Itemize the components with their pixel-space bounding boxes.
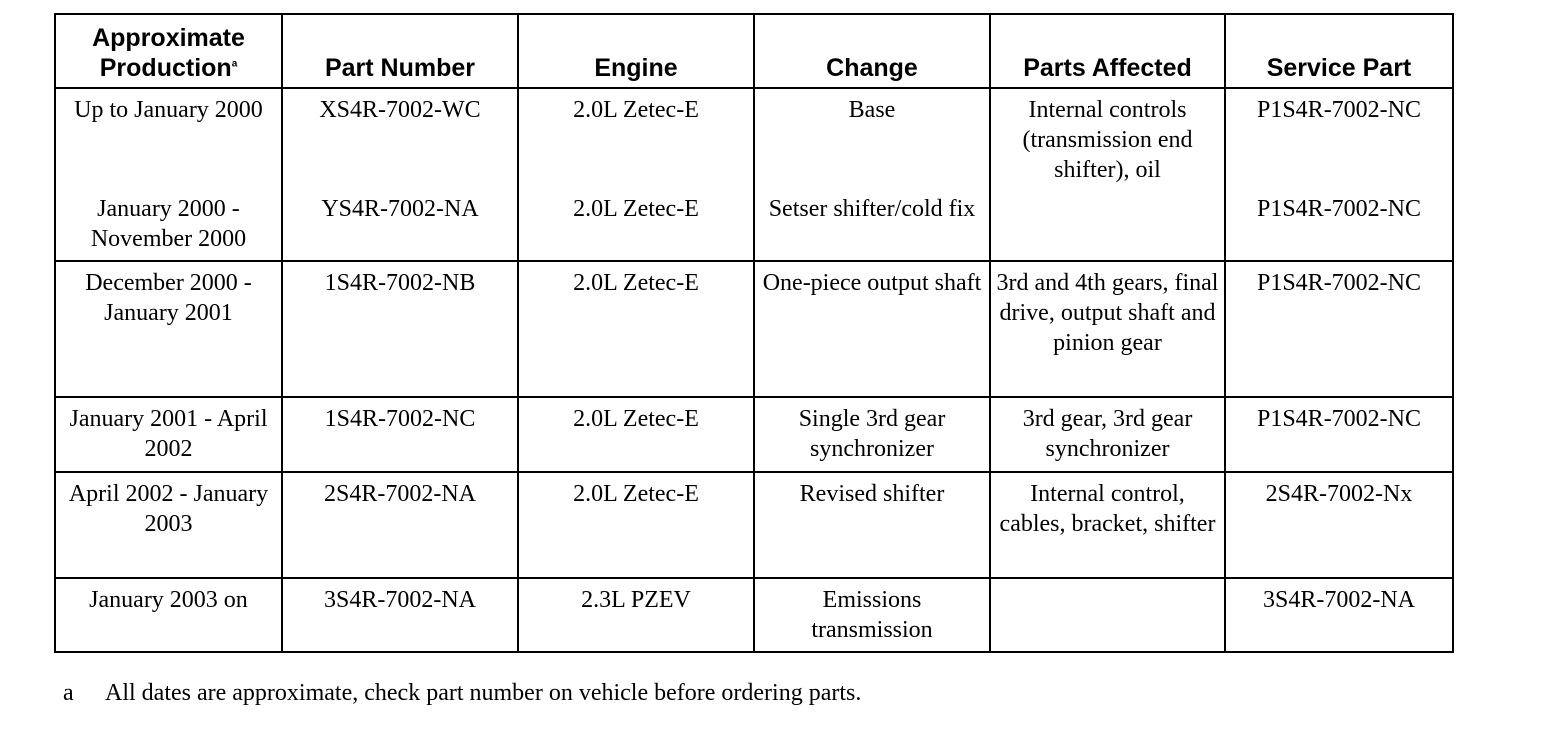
header-production-line2: Production [99, 54, 232, 82]
cell-part-number: 1S4R-7002-NB [282, 261, 518, 397]
cell-parts-affected: Internal control, cables, bracket, shifter [990, 472, 1225, 578]
header-service-part: Service Part [1225, 14, 1453, 88]
cell-parts-affected: Internal controls (transmission end shifter), oil [990, 88, 1225, 194]
cell-parts-affected: 3rd gear, 3rd gear synchronizer [990, 397, 1225, 472]
cell-change: One-piece output shaft [754, 261, 990, 397]
cell-production: January 2001 - April 2002 [55, 397, 282, 472]
header-parts-affected: Parts Affected [990, 14, 1225, 88]
table-row [55, 578, 1453, 652]
cell-service-part: P1S4R-7002-NC [1225, 88, 1453, 194]
footnote-mark: a [63, 680, 74, 706]
cell-part-number: 2S4R-7002-NA [282, 472, 518, 578]
header-production-line1: Approximate [92, 24, 245, 52]
cell-service-part: 2S4R-7002-Nx [1225, 472, 1453, 578]
footnote-reference: a [231, 58, 238, 70]
cell-service-part: P1S4R-7002-NC [1225, 397, 1453, 472]
header-production [55, 14, 282, 88]
cell-change: Emissions transmission [754, 578, 990, 652]
table-row [55, 88, 1453, 194]
cell-part-number: YS4R-7002-NA [282, 194, 518, 261]
table-row [55, 194, 1453, 261]
cell-parts-affected [990, 578, 1225, 652]
cell-service-part: P1S4R-7002-NC [1225, 194, 1453, 261]
cell-engine: 2.0L Zetec-E [518, 88, 754, 194]
cell-engine: 2.0L Zetec-E [518, 194, 754, 261]
cell-production: January 2003 on [55, 578, 282, 652]
header-change: Change [754, 14, 990, 88]
table-row [55, 397, 1453, 472]
cell-production: December 2000 - January 2001 [55, 261, 282, 397]
header-engine: Engine [518, 14, 754, 88]
cell-part-number: 3S4R-7002-NA [282, 578, 518, 652]
cell-production: Up to January 2000 [55, 88, 282, 194]
cell-production: April 2002 - January 2003 [55, 472, 282, 578]
cell-change: Setser shifter/cold fix [754, 194, 990, 261]
header-row [55, 14, 1453, 88]
header-part-number: Part Number [282, 14, 518, 88]
footnote [63, 678, 861, 708]
cell-part-number: XS4R-7002-WC [282, 88, 518, 194]
cell-change: Single 3rd gear synchronizer [754, 397, 990, 472]
parts-table [54, 13, 1454, 653]
cell-engine: 2.0L Zetec-E [518, 397, 754, 472]
cell-engine: 2.0L Zetec-E [518, 472, 754, 578]
cell-parts-affected [990, 194, 1225, 261]
table-row [55, 472, 1453, 578]
cell-change: Revised shifter [754, 472, 990, 578]
cell-parts-affected: 3rd and 4th gears, final drive, output shaft and pinion gear [990, 261, 1225, 397]
footnote-text: All dates are approximate, check part number on vehicle before ordering parts. [105, 680, 862, 706]
cell-engine: 2.3L PZEV [518, 578, 754, 652]
cell-part-number: 1S4R-7002-NC [282, 397, 518, 472]
cell-engine: 2.0L Zetec-E [518, 261, 754, 397]
cell-change: Base [754, 88, 990, 194]
cell-production: January 2000 - November 2000 [55, 194, 282, 261]
cell-service-part: P1S4R-7002-NC [1225, 261, 1453, 397]
table-row [55, 261, 1453, 397]
cell-service-part: 3S4R-7002-NA [1225, 578, 1453, 652]
